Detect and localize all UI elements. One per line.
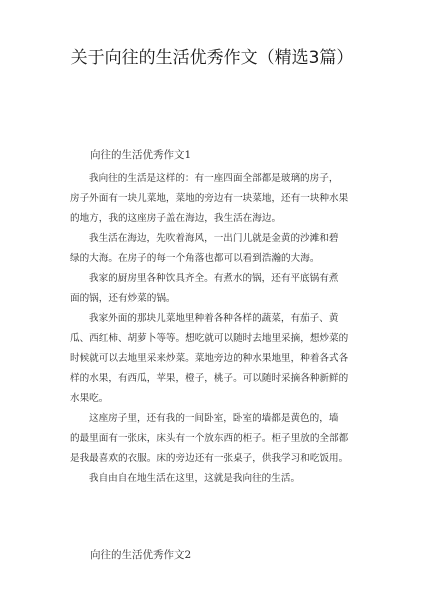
paragraph-line: 我家外面的那块儿菜地里种着各种各样的蔬菜，有茄子、黄 [89,313,339,324]
paragraph-line: 的地方，我的这座房子盖在海边，我生活在海边。 [70,213,282,224]
paragraph-5 [70,409,370,469]
paragraph-line: 房子外面有一块儿菜地，菜地的旁边有一块菜地，还有一块种水果 [70,193,349,204]
paragraph-1 [70,169,370,229]
paragraph-6 [70,469,370,489]
paragraph-line: 我向往的生活是这样的：有一座四面全部都是玻璃的房子， [89,173,339,184]
paragraph-line: 瓜、西红柿、胡萝卜等等。想吃就可以随时去地里采摘，想炒菜的 [70,333,349,344]
paragraph-line: 的最里面有一张床，床头有一个放东西的柜子。柜子里放的全部都 [70,433,349,444]
paragraph-line: 绿的大海。在房子的每一个角落也都可以看到浩瀚的大海。 [70,253,320,264]
paragraph-line: 我自由自在地生活在这里，这就是我向往的生活。 [89,473,301,484]
paragraph-line: 我生活在海边，先吹着海风，一出门儿就是金黄的沙滩和碧 [89,233,339,244]
section-heading-2: 向往的生活优秀作文2 [90,549,192,561]
paragraph-line: 是我最喜欢的衣服。床的旁边还有一张桌子，供我学习和吃饭用。 [70,453,349,464]
paragraph-line: 时候就可以去地里采来炒菜。菜地旁边的种水果地里，种着各式各 [70,353,349,364]
essay-body [70,169,370,489]
section-heading-1: 向往的生活优秀作文1 [90,149,192,161]
paragraph-3 [70,269,370,309]
paragraph-line: 面的锅，还有炒菜的锅。 [70,293,176,304]
paragraph-line: 水果吃。 [70,393,109,404]
paragraph-2 [70,229,370,269]
paragraph-line: 这座房子里，还有我的一间卧室，卧室的墙都是黄色的，墙 [89,413,339,424]
paragraph-4 [70,309,370,409]
paragraph-line: 我家的厨房里各种饮具齐全。有煮水的锅，还有平底锅有煮 [89,273,339,284]
paragraph-line: 样的水果，有西瓜，苹果，橙子，桃子。可以随时采摘各种新鲜的 [70,373,349,384]
document-title: 关于向往的生活优秀作文（精选3篇） [70,48,354,68]
